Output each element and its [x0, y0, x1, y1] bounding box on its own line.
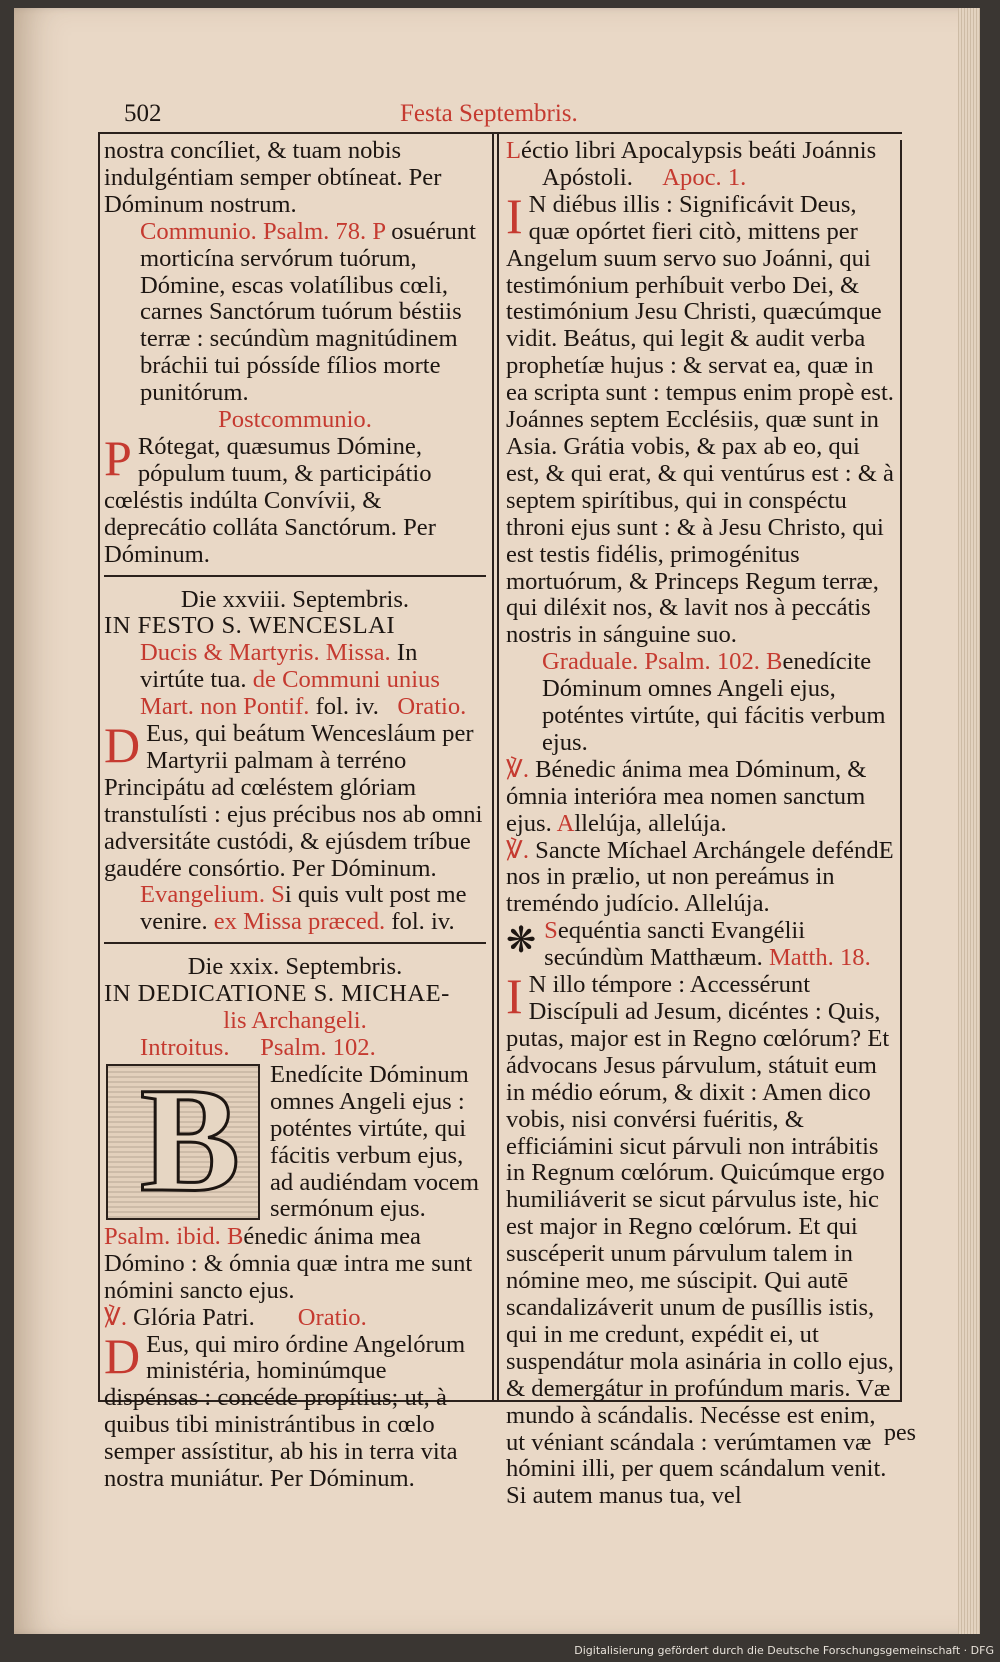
versicle-sign-2: ℣.	[506, 836, 529, 864]
psalm-ibid-body: énedic ánima mea Dómino : & ómnia quæ intra me sunt nómini sancto ejus.	[104, 1222, 473, 1304]
versicle-2	[506, 838, 894, 919]
right-column	[506, 138, 894, 1510]
oratio-wenceslai	[104, 717, 486, 882]
drop-cap-d2: D	[104, 1327, 141, 1384]
oratio-michaelis	[104, 1327, 486, 1493]
versicle-1-text: Bénedic ánima mea Dóminum, & ómnia interióra mea nomen sanctum ejus.	[506, 755, 867, 837]
postcommunio-heading: Postcommunio.	[218, 406, 372, 434]
right-rule	[900, 140, 902, 1402]
drop-cap-i2: I	[506, 968, 523, 1025]
communi-rubric: de Communi unius Mart. non Pontif.	[140, 666, 440, 721]
drop-cap-d: D	[104, 717, 141, 774]
sequentia-initial: S	[544, 917, 558, 945]
communio-text: osuérunt morticína servórum tuórum, Dómine, escas volatílibus cœli, carnes Sanctórum tuórum béstiis terræ : secúndùm magnitúdinem bráchii tui póssíde fílios morte punitórum.	[140, 217, 476, 407]
graduale-label: Graduale. Psalm. 102.	[542, 648, 760, 676]
in-virtute: In virtúte tua.	[140, 639, 418, 694]
apostoli: Apóstoli.	[542, 163, 633, 191]
center-rule-2	[497, 134, 499, 1402]
die-29: Die xxix. Septembris.	[187, 953, 403, 981]
oratio-body-2: Eus, qui miro órdine Angelórum ministéria, hominúmque dispénsas : concéde propítius; ut, à quibus tibi ministrántibus in cœlo semper assístitur, ab his in terra vita nostra muniátur. Per Dóminum.	[104, 1330, 466, 1493]
psalm-ibid	[104, 1224, 486, 1305]
lectio-heading	[506, 138, 894, 165]
communio	[104, 219, 486, 407]
introitus-body: Enedícite Dóminum omnes Angeli ejus : poténtes virtúte, qui fácitis verbum ejus, ad audiéndam vocem sermónum ejus.	[270, 1060, 479, 1223]
graduale-initial: B	[766, 648, 783, 676]
gospel-body: N illo témpore : Accessérunt Discípuli ad Jesum, dicéntes : Quis, putas, major est in Regno cœlórum? Et ádvocans Jesus párvulum, státuit eum in médio eórum, & dixit : Amen dico vobis, nisi convérsi fuéritis, & efficiámini sicut párvuli non intrábitis in Regnum cœlórum. Quicúmque ergo humiliáverit se sicut párvulus iste, hic est major in Regno cœlórum. Et qui suscéperit unum párvulum talem in nómine meo, me súscipit. Qui autē scandalizáverit unum de pusíllis istis, qui in me credunt, expédit ei, ut suspendátur mola asinária in collo ejus, & demergátur in profúndum maris. Væ mundo à scándalis. Necésse est enim, ut véniant scándala : verúmtamen væ hómini illi, per quem scándalum venit. Si autem manus tua, vel	[506, 971, 894, 1510]
gospel-text	[506, 968, 894, 1510]
page-number: 502	[124, 100, 162, 127]
graduale-body: enedícite Dóminum omnes Angeli ejus, poténtes virtúte, qui fácitis verbum ejus.	[542, 648, 886, 756]
section-divider-2	[104, 942, 486, 944]
evangelium-label: Evangelium.	[140, 881, 265, 909]
evangelium-rubric: ex Missa præced.	[213, 908, 386, 936]
wenceslai-rubric	[104, 640, 486, 721]
oratio-heading-1: Oratio.	[397, 693, 467, 721]
versicle-2-text: Sancte Míchael Archángele deféndE nos in prælio, ut non pereámus in treméndo judício. Allelúja.	[506, 836, 894, 918]
versicle-1	[506, 757, 894, 838]
communio-initial: P	[372, 217, 386, 245]
sequentia	[506, 918, 894, 972]
woodcut-initial	[106, 1056, 260, 1223]
fol-ref: fol. iv.	[315, 693, 379, 721]
evangelium-initial: S	[271, 881, 285, 909]
alleluia: llelúja, allelúja.	[574, 809, 727, 837]
psalm-ibid-label: Psalm. ibid. B	[104, 1222, 244, 1250]
postcommunio-body: Rótegat, quæsumus Dómine, pópulum tuum, & participátio cœléstis indúlta Convívii, & deprecátio colláta Sanctórum. Per Dóminum.	[104, 432, 436, 568]
versicle-sign-1: ℣.	[506, 755, 529, 783]
lectio-body: N diébus illis : Significávit Deus, quæ opórtet fieri citò, mittens per Angelum suum servo suo Joánni, qui testimónium perhíbuit verbo Dei, & testimónium Jesu Christi, quæcúmque vidit. Beátus, qui legit & audit verba prophetíæ hujus : & servat ea, quæ in ea scripta sunt : tempus enim propè est. Joánnes septem Ecclésiis, quæ sunt in Asia. Grátia vobis, & pax ab eo, qui est, & qui erat, & qui ventúrus est : & à septem spirítibus, qui in conspéctu throni ejus sunt : & à Jesu Christo, qui est testis fidélis, primogénitus mortuórum, & Princeps Regum terræ, qui diléxit nos, & lavit nos à peccátis nostris in sánguine suo.	[506, 190, 894, 649]
lectio-text	[506, 187, 894, 649]
postcommunio-text	[104, 429, 486, 569]
oratio-heading-2: Oratio.	[297, 1303, 367, 1331]
versicle-sign: ℣.	[104, 1303, 127, 1331]
graduale	[506, 649, 894, 757]
page-edges	[958, 8, 980, 1634]
introitus-label: Introitus.	[140, 1034, 230, 1061]
introitus-psalm: Psalm. 102.	[260, 1034, 376, 1061]
ducis-rubric: Ducis & Martyris. Missa.	[140, 639, 391, 667]
apoc-ref: Apoc. 1.	[662, 163, 747, 191]
left-column	[104, 138, 486, 1493]
running-title: Festa Septembris.	[400, 100, 578, 127]
center-rule-1	[492, 134, 494, 1402]
evangelium-line	[104, 882, 486, 936]
catchword: pes	[884, 1420, 916, 1446]
sequentia-text: equéntia sancti Evangélii secúndùm Matthæum.	[544, 917, 806, 972]
evangelium-incipit: i quis vult post me venire.	[140, 881, 467, 936]
oratio-body-1: Eus, qui beátum Wencesláum per Martyrii palmam à terréno Principátu ad cœléstem glóriam transtulísti : ejus précibus nos ab omni adversitáte custódi, & ejúsdem tríbue gaudére consórtio. Per Dóminum.	[104, 720, 483, 882]
drop-cap-p: P	[104, 429, 132, 486]
left-rule	[98, 134, 100, 1402]
fleuron-icon: ❋	[506, 920, 537, 961]
feast-michaelis-cont: lis Archangeli.	[223, 1007, 367, 1035]
feast-wenceslai: IN FESTO S. WENCESLAI	[104, 612, 396, 640]
woodcut-letter: B	[140, 1056, 241, 1223]
evangelium-fol: fol. iv.	[391, 908, 455, 936]
lectio-initial: L	[506, 137, 522, 164]
lectio-title: éctio libri Apocalypsis beáti Joánnis	[521, 137, 877, 164]
feast-michaelis: IN DEDICATIONE S. MICHAE-	[104, 980, 450, 1008]
prayer-ending: nostra concíliet, & tuam nobis indulgéntiam semper obtíneat. Per Dóminum nostrum.	[104, 137, 442, 218]
gloria-line	[104, 1305, 486, 1332]
gloria-patri: Glória Patri.	[133, 1303, 255, 1331]
dfg-footer: Digitalisierung gefördert durch die Deutsche Forschungsgemeinschaft · DFG	[574, 1644, 994, 1657]
apostoli-line	[506, 165, 894, 192]
matth-ref: Matth. 18.	[768, 944, 871, 972]
alleluia-initial: A	[556, 809, 575, 837]
drop-cap-i: I	[506, 187, 523, 244]
top-rule	[98, 132, 902, 134]
introitus-text	[104, 1056, 486, 1223]
communio-label: Communio. Psalm. 78.	[140, 217, 367, 245]
section-divider-1	[104, 575, 486, 577]
die-28: Die xxviii. Septembris.	[180, 585, 410, 613]
